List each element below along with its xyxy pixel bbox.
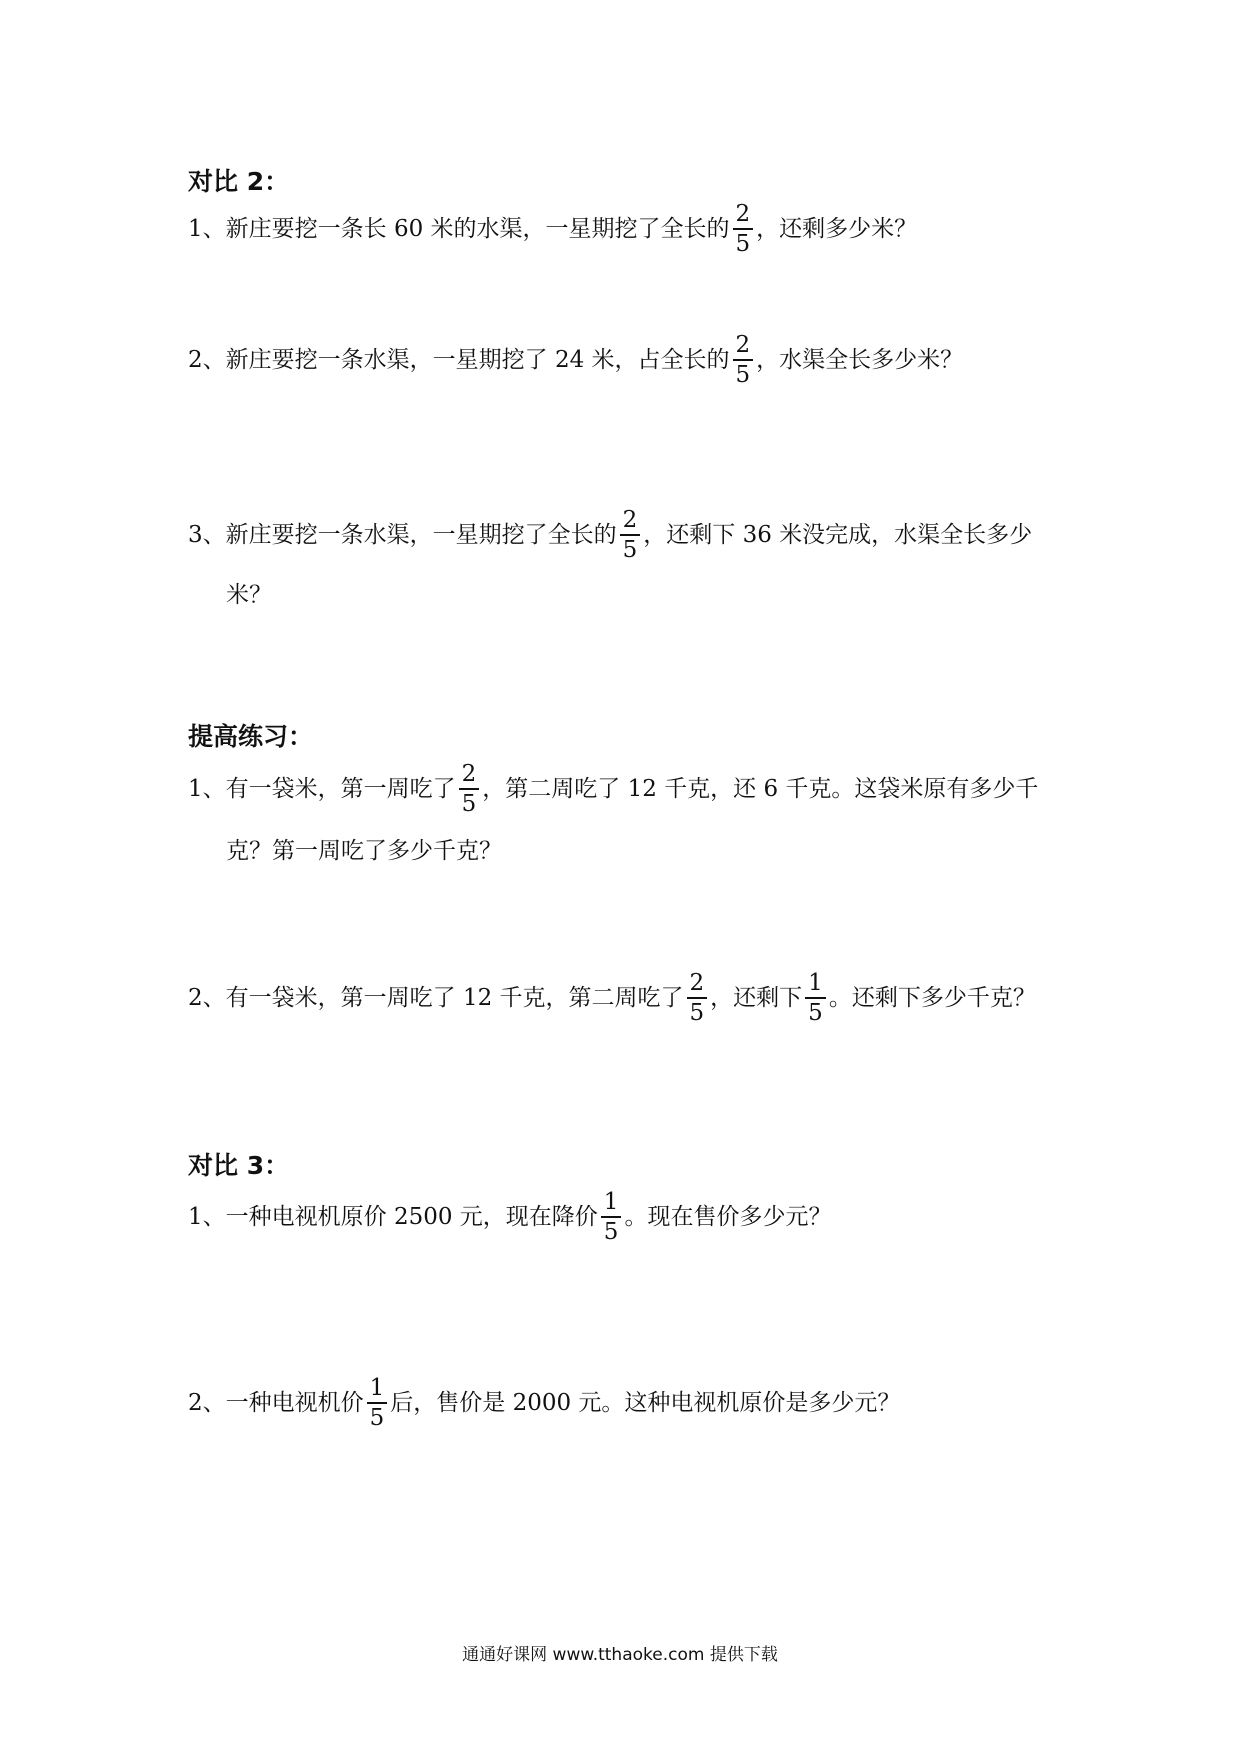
fraction-numerator: 2 xyxy=(687,971,708,999)
question-2-1 xyxy=(188,762,1068,818)
question-text: 新庄要挖一条水渠，一星期挖了全长的 xyxy=(225,521,617,548)
question-1-3-continuation: 米？ xyxy=(226,582,272,608)
question-text: 后，售价是 2000 元。这种电视机原价是多少元？ xyxy=(390,1389,901,1416)
question-text: 有一袋米，第一周吃了 12 千克，第二周吃了 xyxy=(225,984,684,1011)
fraction-denominator: 5 xyxy=(735,362,751,389)
question-text: 有一袋米，第一周吃了 xyxy=(225,775,456,802)
fraction-denominator: 5 xyxy=(689,1000,705,1027)
question-number: 2、 xyxy=(188,346,226,373)
question-number: 1、 xyxy=(188,1203,226,1230)
question-text: 。还剩下多少千克？ xyxy=(828,984,1036,1011)
question-text: 新庄要挖一条长 60 米的水渠，一星期挖了全长的 xyxy=(225,215,730,242)
fraction-denominator: 5 xyxy=(461,791,477,818)
fraction xyxy=(805,971,826,1027)
fraction-denominator: 5 xyxy=(735,231,751,258)
fraction-denominator: 5 xyxy=(622,537,638,564)
section-heading-contrast-3: 对比 3： xyxy=(188,1151,290,1180)
fraction-numerator: 2 xyxy=(733,333,754,361)
question-text: 。现在售价多少元？ xyxy=(624,1203,832,1230)
fraction xyxy=(459,762,480,818)
question-text: 一种电视机价 xyxy=(225,1389,364,1416)
question-number: 3、 xyxy=(188,521,226,548)
fraction-numerator: 2 xyxy=(733,202,754,230)
question-2-1-continuation: 克？第一周吃了多少千克？ xyxy=(226,838,502,864)
fraction-denominator: 5 xyxy=(808,1000,823,1027)
fraction-numerator: 1 xyxy=(601,1190,622,1218)
fraction xyxy=(367,1376,388,1432)
question-text: ，第二周吃了 12 千克，还 6 千克。这袋米原有多少千 xyxy=(482,775,1039,802)
fraction xyxy=(733,333,754,389)
question-number: 2、 xyxy=(188,984,226,1011)
fraction xyxy=(620,508,641,564)
question-3-1 xyxy=(188,1190,1068,1246)
question-1-3 xyxy=(188,508,1068,564)
question-text: 一种电视机原价 2500 元，现在降价 xyxy=(225,1203,598,1230)
fraction xyxy=(601,1190,622,1246)
question-1-1 xyxy=(188,202,1068,258)
question-number: 1、 xyxy=(188,215,226,242)
fraction-numerator: 1 xyxy=(805,971,826,999)
section-heading-contrast-2: 对比 2： xyxy=(188,167,290,196)
question-text: ，还剩下 36 米没完成，水渠全长多少 xyxy=(643,521,1033,548)
question-number: 1、 xyxy=(188,775,226,802)
question-text: ，还剩下 xyxy=(710,984,803,1011)
question-text: ，水渠全长多少米？ xyxy=(756,346,964,373)
question-number: 2、 xyxy=(188,1389,226,1416)
footer-credit: 通通好课网 www.tthaoke.com 提供下载 xyxy=(462,1645,778,1665)
section-heading-improve: 提高练习： xyxy=(188,722,314,751)
fraction-denominator: 5 xyxy=(369,1405,385,1432)
fraction-numerator: 2 xyxy=(459,762,480,790)
question-2-2 xyxy=(188,971,1068,1027)
fraction-numerator: 2 xyxy=(620,508,641,536)
question-text: ，还剩多少米？ xyxy=(756,215,918,242)
fraction-denominator: 5 xyxy=(603,1219,619,1246)
fraction xyxy=(687,971,708,1027)
fraction xyxy=(733,202,754,258)
fraction-numerator: 1 xyxy=(367,1376,388,1404)
question-3-2 xyxy=(188,1376,1068,1432)
question-1-2 xyxy=(188,333,1068,389)
question-text: 新庄要挖一条水渠，一星期挖了 24 米，占全长的 xyxy=(225,346,730,373)
